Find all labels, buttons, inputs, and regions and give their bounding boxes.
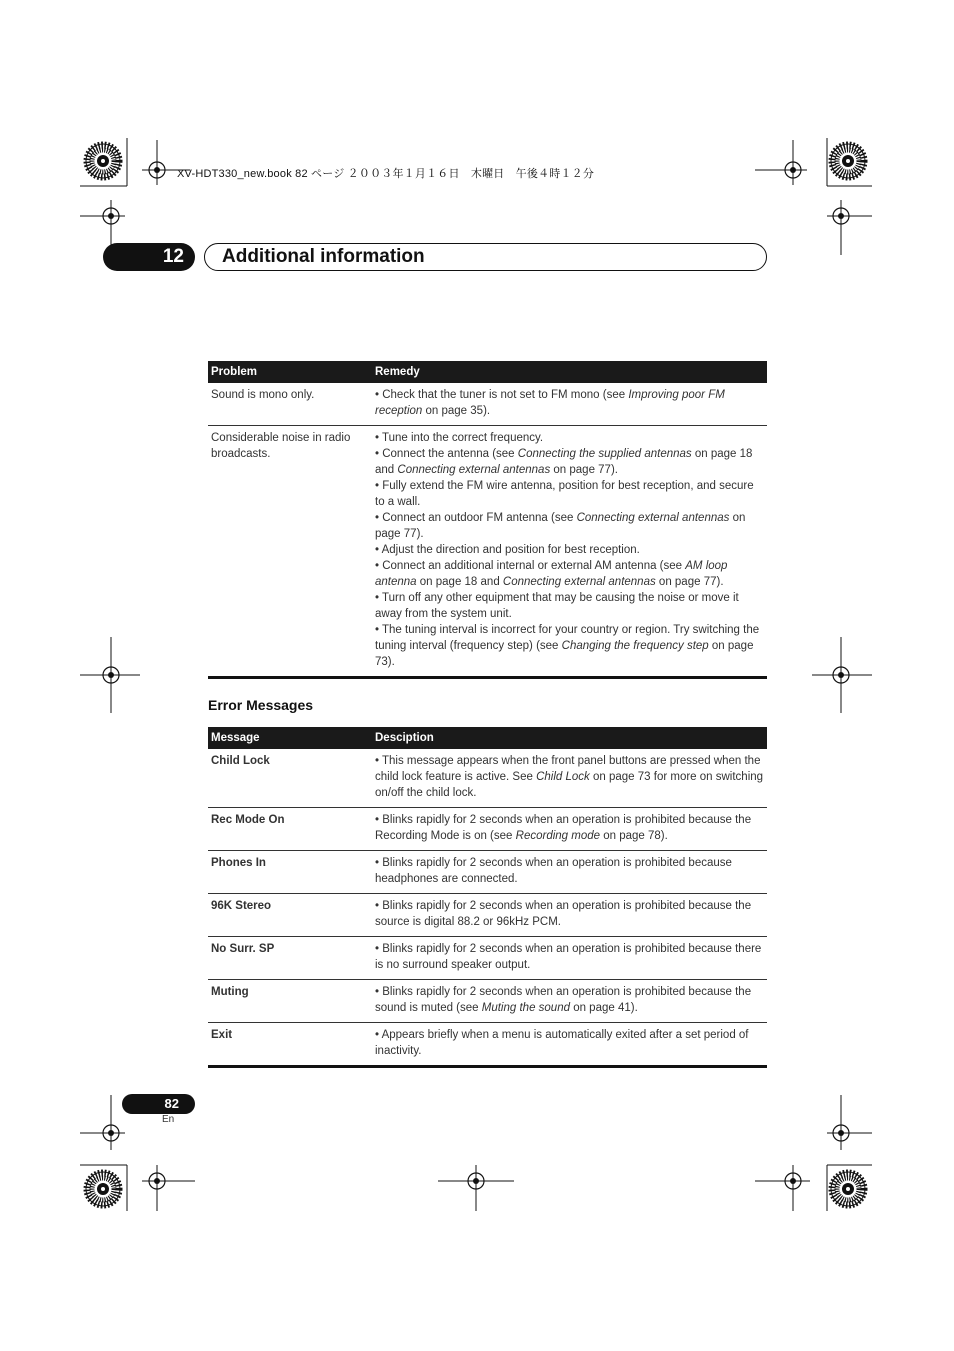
message-cell: Rec Mode On — [208, 808, 372, 851]
table-row — [208, 980, 767, 1023]
description-cell: • Blinks rapidly for 2 seconds when an operation is prohibited because the Recording Mode is on (see Recording mode on page 78). — [372, 808, 767, 851]
file-info-header: XV-HDT330_new.book 82 ページ ２００３年１月１６日 木曜日 午後４時１２分 — [177, 168, 595, 180]
language-code: En — [162, 1114, 175, 1125]
cross-reference: Changing the frequency step — [561, 640, 709, 652]
registration-burst-icon — [86, 1172, 120, 1206]
registration-burst-icon — [831, 144, 865, 178]
cross-reference: AM loop antenna — [375, 560, 728, 588]
cross-reference: Connecting the supplied antennas — [517, 448, 692, 460]
table-row — [208, 851, 767, 894]
cross-reference: Child Lock — [536, 771, 590, 783]
tuner-troubleshooting-table — [208, 361, 767, 679]
message-cell: Exit — [208, 1023, 372, 1067]
column-header-remedy: Remedy — [372, 361, 767, 383]
table-row — [208, 894, 767, 937]
description-cell: • Blinks rapidly for 2 seconds when an operation is prohibited because there is no surround speaker output. — [372, 937, 767, 980]
description-cell: • Blinks rapidly for 2 seconds when an operation is prohibited because headphones are connected. — [372, 851, 767, 894]
registration-burst-icon — [86, 144, 120, 178]
cross-reference: Improving poor FM reception — [375, 389, 725, 417]
table-row — [208, 383, 767, 426]
chapter-title: Additional information — [204, 243, 767, 271]
message-cell: No Surr. SP — [208, 937, 372, 980]
table-row — [208, 808, 767, 851]
cross-reference: Muting the sound — [481, 1002, 570, 1014]
problem-cell: Considerable noise in radio broadcasts. — [208, 426, 372, 678]
remedy-cell: • Check that the tuner is not set to FM mono (see Improving poor FM reception on page 35). — [372, 383, 767, 426]
column-header-description: Desciption — [372, 727, 767, 749]
description-cell: • Appears briefly when a menu is automatically exited after a set period of inactivity. — [372, 1023, 767, 1067]
column-header-message: Message — [208, 727, 372, 749]
description-cell: • Blinks rapidly for 2 seconds when an operation is prohibited because the sound is muted (see Muting the sound on page 41). — [372, 980, 767, 1023]
message-cell: Phones In — [208, 851, 372, 894]
description-cell: • Blinks rapidly for 2 seconds when an operation is prohibited because the source is digital 88.2 or 96kHz PCM. — [372, 894, 767, 937]
cross-reference: Connecting external antennas — [397, 464, 551, 476]
problem-cell: Sound is mono only. — [208, 383, 372, 426]
cross-reference: Connecting external antennas — [576, 512, 730, 524]
table-row — [208, 426, 767, 678]
cross-reference: Connecting external antennas — [502, 576, 656, 588]
description-cell: • This message appears when the front panel buttons are pressed when the child lock feature is active. See Child Lock on page 73 for more on switching on/off the child lock. — [372, 749, 767, 808]
remedy-cell: • Tune into the correct frequency. • Connect the antenna (see Connecting the supplied antennas on page 18 and Connecting external antennas on page 77). • Fully extend the FM wire antenna, position for best reception, and secure to a wall. • Connect an outdoor FM antenna (see Connecting external antennas on page 77). • Adjust the direction and position for best reception. • Connect an additional internal or external AM antenna (see AM loop antenna on page 18 and Connecting external antennas on page 77). • Turn off any other equipment that may be causing the noise or move it away from the system unit. • The tuning interval is incorrect for your country or region. Try switching the tuning interval (frequency step) (see Changing the frequency step on page 73). — [372, 426, 767, 678]
table-row — [208, 749, 767, 808]
chapter-number-badge: 12 — [103, 243, 195, 271]
column-header-problem: Problem — [208, 361, 372, 383]
message-cell: 96K Stereo — [208, 894, 372, 937]
page-number-badge: 82 — [122, 1094, 195, 1114]
cross-reference: Recording mode — [515, 830, 601, 842]
message-cell: Child Lock — [208, 749, 372, 808]
message-cell: Muting — [208, 980, 372, 1023]
section-title-error-messages: Error Messages — [208, 697, 314, 713]
table-row — [208, 937, 767, 980]
registration-burst-icon — [831, 1172, 865, 1206]
table-row — [208, 1023, 767, 1067]
error-messages-table — [208, 727, 767, 1068]
